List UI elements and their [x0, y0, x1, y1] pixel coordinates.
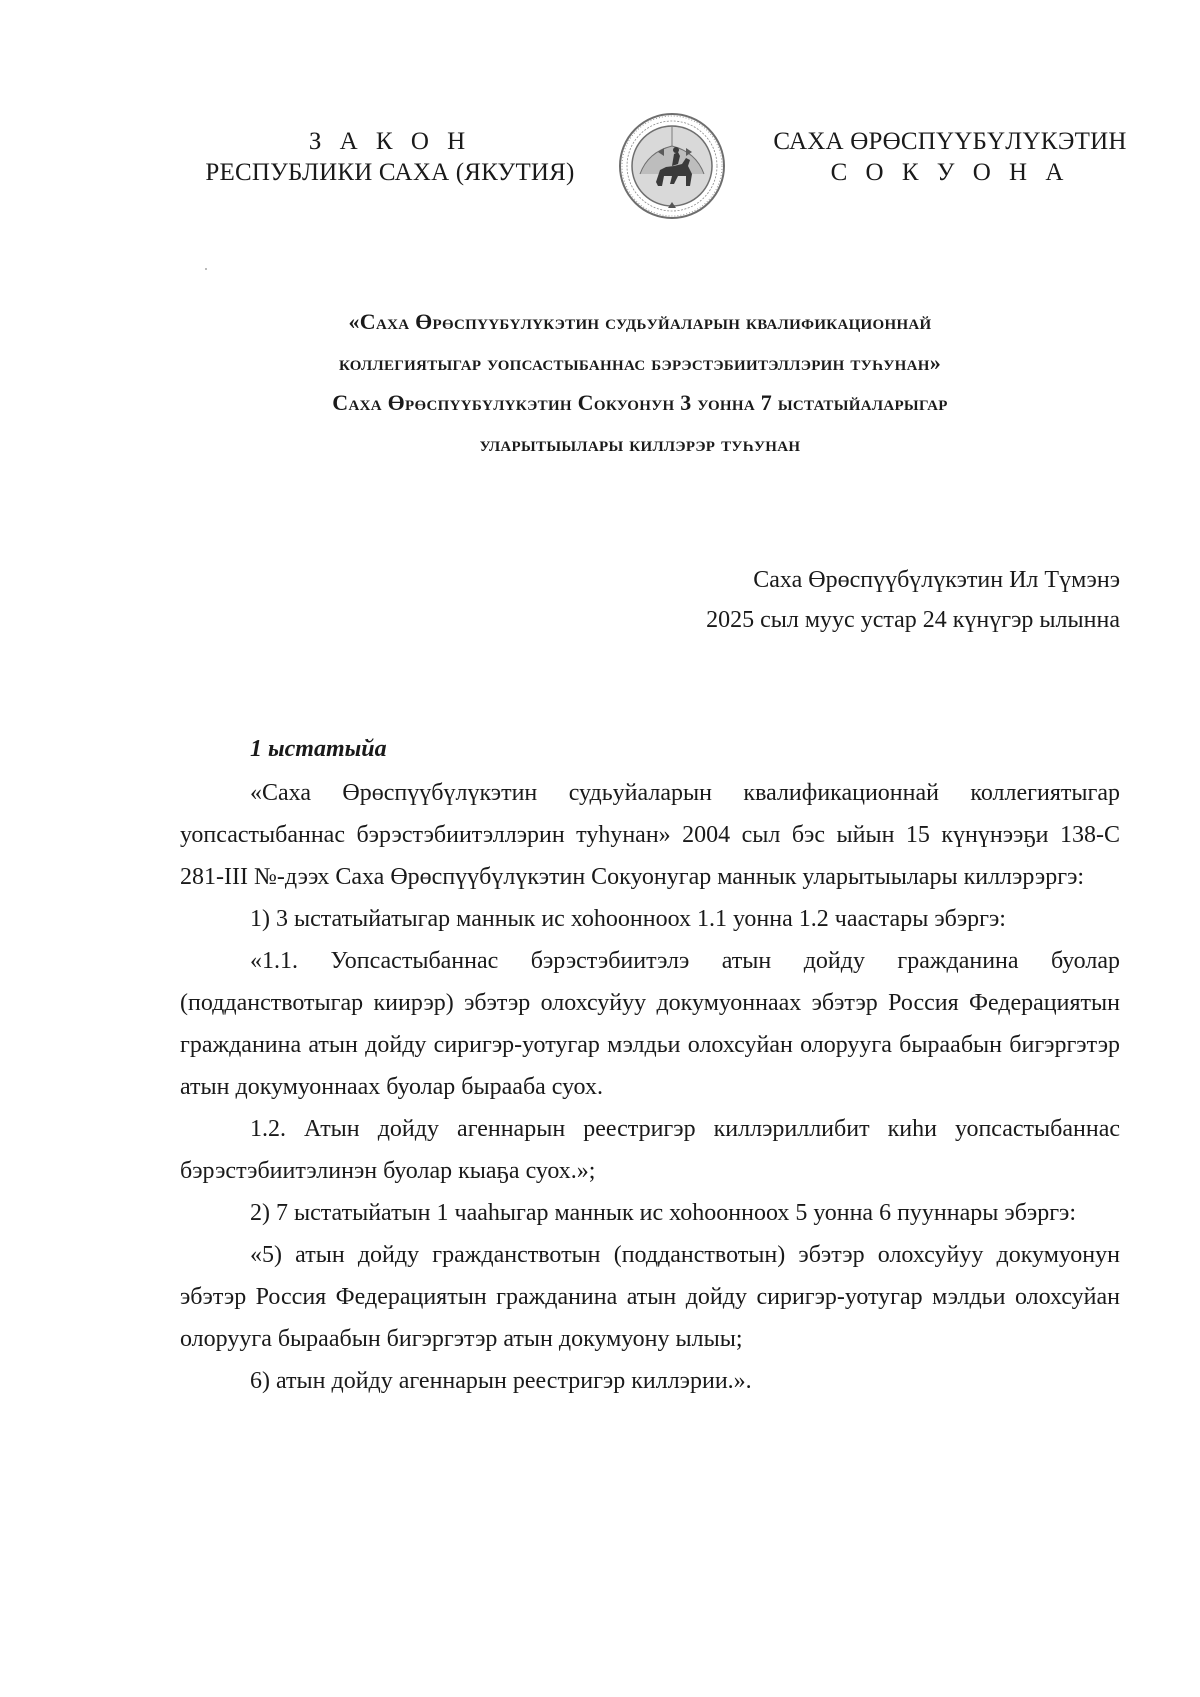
- article-paragraph: 2) 7 ыстатыйатын 1 чааһыгар маннык ис хоһоонноох 5 уонна 6 пууннары эбэргэ:: [250, 1200, 1077, 1226]
- coat-of-arms-seal-icon: [618, 112, 726, 220]
- header-russian-line1: З А К О Н: [308, 128, 472, 155]
- header-russian: [200, 126, 580, 188]
- header-russian-line2: РЕСПУБЛИКИ САХА (ЯКУТИЯ): [205, 159, 575, 186]
- header-yakut-line2: С О К У О Н А: [830, 159, 1070, 186]
- law-title-line: «Саха Өрөспүүбүлүкэтин судьуйаларын квалификационнай: [348, 309, 932, 334]
- header-yakut: [760, 126, 1140, 188]
- article-1: [180, 728, 1120, 1402]
- scan-dot: [205, 268, 207, 270]
- law-title-line: Саха Өрөспүүбүлүкэтин Сокуонун 3 уонна 7 ыстатыйаларыгар: [332, 390, 948, 415]
- article-paragraph: «Саха Өрөспүүбүлүкэтин судьуйаларын квалификационнай коллегиятыгар уопсастыбаннас бэрэстэбиитэллэрин туһунан» 2004 сыл бэс ыйын 15 күнүнээҕи 138-С 281-III №-дээх Саха Өрөспүүбүлүкэтин Сокуонугар маннык уларытыылары киллэрэргэ:: [180, 780, 1120, 890]
- article-paragraph: 1.2. Атын дойду агеннарын реестригэр киллэриллибит киһи уопсастыбаннас бэрэстэбиитэлинэн буолар кыаҕа суох.»;: [180, 1116, 1120, 1184]
- article-paragraph: «1.1. Уопсастыбаннас бэрэстэбиитэлэ атын дойду гражданина буолар (подданствотыгар киирэр) эбэтэр олохсуйуу докумуоннаах эбэтэр Россия Федерациятын гражданина атын дойду сиригэр-уотугар мэлдьи олохсуйан олоруугa быраабын бигэргэтэр атын докумуоннаах буолар бырааба суох.: [180, 948, 1120, 1100]
- header-yakut-line1: САХА ӨРӨСПҮҮБҮЛҮКЭТИН: [773, 128, 1127, 155]
- article-paragraph: «5) атын дойду гражданствотын (подданствотын) эбэтэр олохсуйуу докумуонун эбэтэр Россия Федерациятын гражданина атын дойду сиригэр-уотугар мэлдьи олохсуйан олоруугa быраабын бигэргэтэр атын докумуону ылыы;: [180, 1242, 1120, 1352]
- article-paragraph: 6) атын дойду агеннарын реестригэр киллэрии.».: [250, 1368, 752, 1394]
- adopting-body: Саха Өрөспүүбүлүкэтин Ил Түмэнэ: [753, 567, 1120, 593]
- law-title-line: уларытыылары киллэрэр туһунан: [479, 430, 801, 456]
- article-paragraph: 1) 3 ыстатыйатыгар маннык ис хоһоонноох 1.1 уонна 1.2 чаастары эбэргэ:: [250, 906, 1006, 932]
- adoption-date: 2025 сыл муус устар 24 күнүгэр ылынна: [706, 607, 1120, 633]
- article-heading: 1 ыстатыйа: [250, 736, 387, 762]
- law-title: [160, 302, 1120, 464]
- adoption-block: [706, 560, 1120, 640]
- law-title-line: коллегиятыгар уопсастыбаннас бэрэстэбиитэллэрин туһунан»: [338, 349, 942, 375]
